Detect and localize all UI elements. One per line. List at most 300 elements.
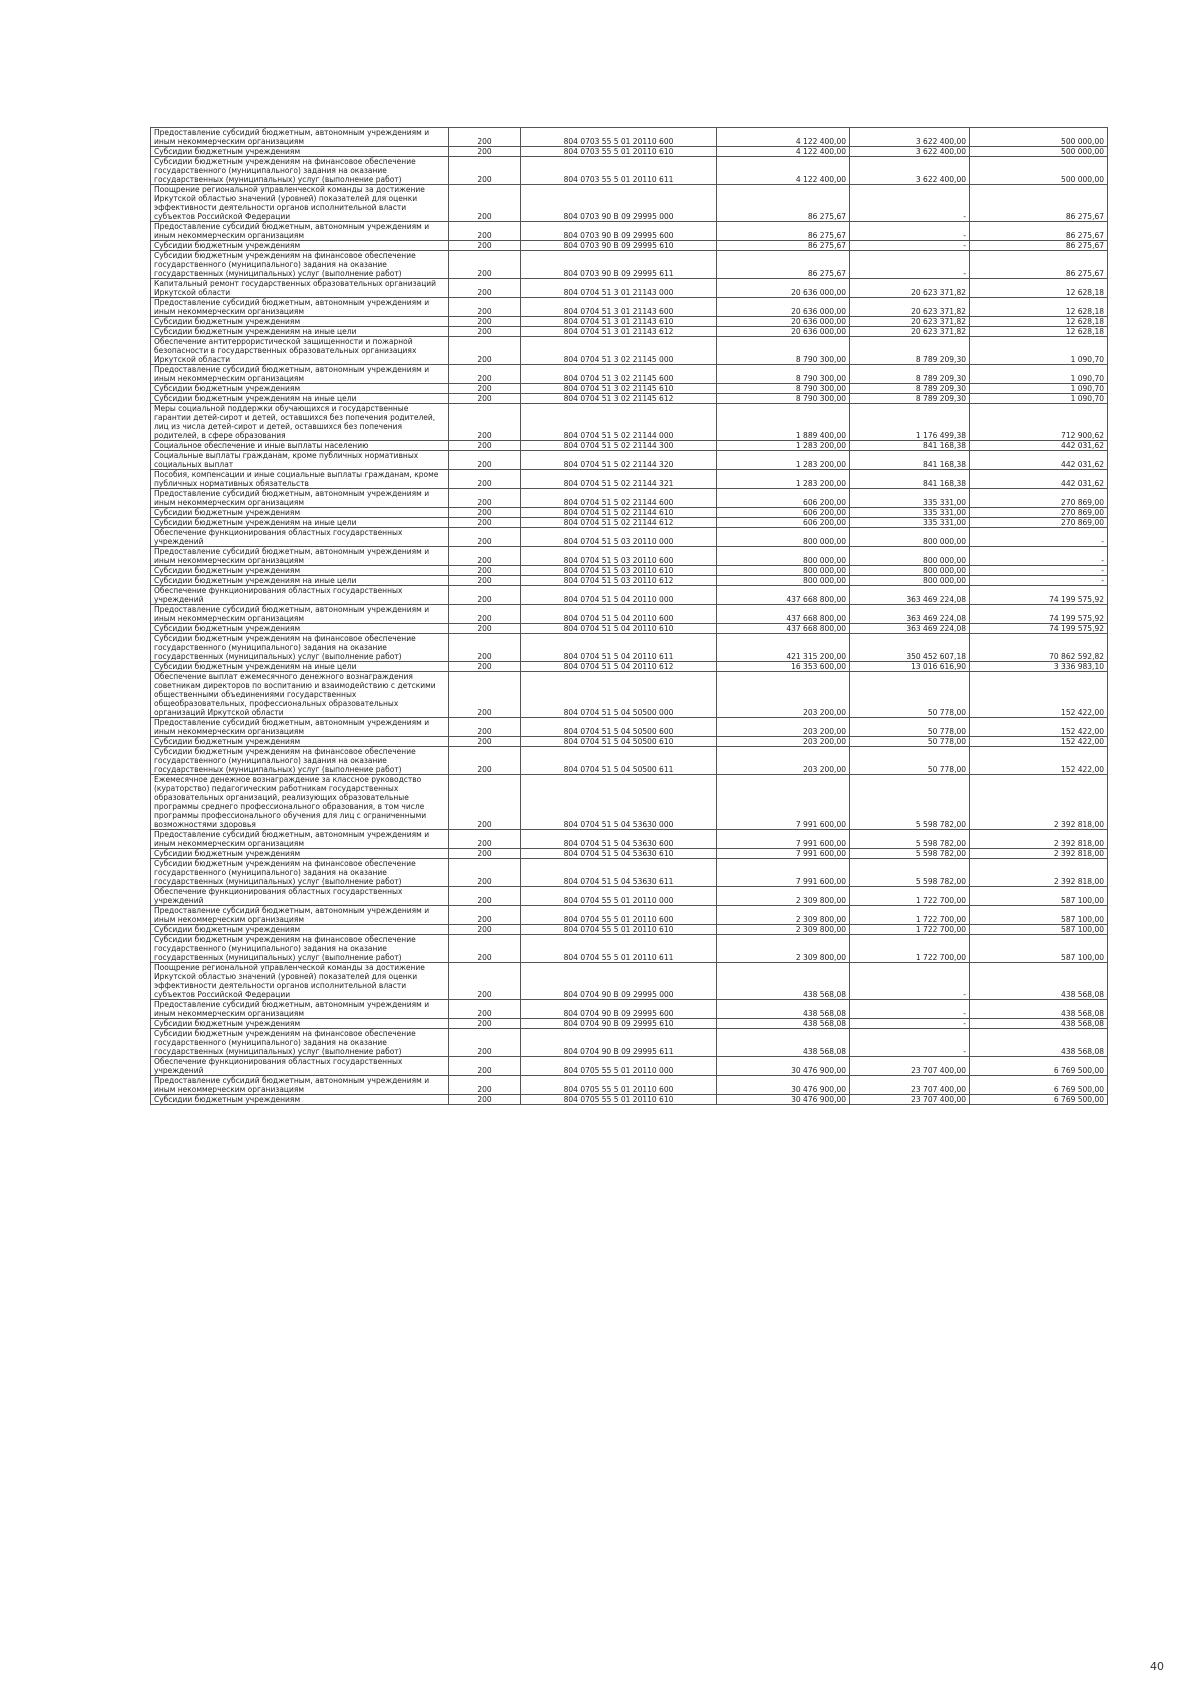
- row-unexecuted-amount: 270 869,00: [970, 508, 1108, 518]
- table-row: [151, 279, 1108, 298]
- table-row: [151, 586, 1108, 605]
- row-budget-code: 804 0704 51 5 04 53630 610: [521, 849, 717, 859]
- row-executed-amount: 1 722 700,00: [850, 887, 970, 906]
- table-row: [151, 859, 1108, 887]
- row-description: Предоставление субсидий бюджетным, автономным учреждениям и иным некоммерческим организациям: [151, 128, 449, 147]
- row-description: Ежемесячное денежное вознаграждение за классное руководство (кураторство) педагогическим работникам государственных образовательных организаций, реализующих образовательные программы среднего профессионального образования, в том числе программы профессионального обучения для лиц с ограниченными возможностями здоровья: [151, 775, 449, 830]
- row-description: Социальное обеспечение и иные выплаты населению: [151, 441, 449, 451]
- row-description: Обеспечение антитеррористической защищенности и пожарной безопасности в государственных образовательных организациях Иркутской области: [151, 337, 449, 365]
- table-row: [151, 508, 1108, 518]
- row-budget-code: 804 0704 55 5 01 20110 600: [521, 906, 717, 925]
- row-description: Субсидии бюджетным учреждениям: [151, 384, 449, 394]
- row-description: Предоставление субсидий бюджетным, автономным учреждениям и иным некоммерческим организациям: [151, 718, 449, 737]
- table-row: [151, 470, 1108, 489]
- row-executed-amount: 50 778,00: [850, 718, 970, 737]
- row-executed-amount: 3 622 400,00: [850, 128, 970, 147]
- row-executed-amount: 800 000,00: [850, 576, 970, 586]
- row-approved-amount: 438 568,08: [717, 963, 850, 1000]
- row-description: Субсидии бюджетным учреждениям на иные цели: [151, 327, 449, 337]
- row-executed-amount: 23 707 400,00: [850, 1057, 970, 1076]
- row-line-code: 200: [449, 1000, 521, 1019]
- row-line-code: 200: [449, 576, 521, 586]
- row-description: Субсидии бюджетным учреждениям: [151, 925, 449, 935]
- row-unexecuted-amount: 270 869,00: [970, 518, 1108, 528]
- row-executed-amount: -: [850, 963, 970, 1000]
- row-unexecuted-amount: -: [970, 566, 1108, 576]
- row-budget-code: 804 0703 55 5 01 20110 610: [521, 147, 717, 157]
- row-description: Субсидии бюджетным учреждениям: [151, 241, 449, 251]
- row-unexecuted-amount: 438 568,08: [970, 963, 1108, 1000]
- row-description: Обеспечение функционирования областных государственных учреждений: [151, 887, 449, 906]
- row-line-code: 200: [449, 737, 521, 747]
- table-row: [151, 634, 1108, 662]
- row-unexecuted-amount: 270 869,00: [970, 489, 1108, 508]
- row-line-code: 200: [449, 317, 521, 327]
- row-description: Обеспечение функционирования областных государственных учреждений: [151, 528, 449, 547]
- row-description: Субсидии бюджетным учреждениям на финансовое обеспечение государственного (муниципального) задания на оказание государственных (муниципальных) услуг (выполнение работ): [151, 634, 449, 662]
- row-budget-code: 804 0704 51 5 04 50500 611: [521, 747, 717, 775]
- row-description: Субсидии бюджетным учреждениям: [151, 849, 449, 859]
- row-line-code: 200: [449, 718, 521, 737]
- row-unexecuted-amount: 500 000,00: [970, 147, 1108, 157]
- row-line-code: 200: [449, 859, 521, 887]
- row-executed-amount: 5 598 782,00: [850, 849, 970, 859]
- row-budget-code: 804 0703 90 В 09 29995 600: [521, 222, 717, 241]
- row-description: Субсидии бюджетным учреждениям на финансовое обеспечение государственного (муниципального) задания на оказание государственных (муниципальных) услуг (выполнение работ): [151, 935, 449, 963]
- row-description: Социальные выплаты гражданам, кроме публичных нормативных социальных выплат: [151, 451, 449, 470]
- table-row: [151, 935, 1108, 963]
- row-line-code: 200: [449, 830, 521, 849]
- table-row: [151, 185, 1108, 222]
- row-budget-code: 804 0704 51 5 04 53630 000: [521, 775, 717, 830]
- row-unexecuted-amount: 587 100,00: [970, 925, 1108, 935]
- row-executed-amount: 800 000,00: [850, 566, 970, 576]
- row-line-code: 200: [449, 662, 521, 672]
- row-description: Субсидии бюджетным учреждениям на финансовое обеспечение государственного (муниципального) задания на оказание государственных (муниципальных) услуг (выполнение работ): [151, 747, 449, 775]
- row-line-code: 200: [449, 1095, 521, 1105]
- row-executed-amount: 8 789 209,30: [850, 394, 970, 404]
- table-row: [151, 327, 1108, 337]
- row-budget-code: 804 0704 51 5 04 50500 000: [521, 672, 717, 718]
- row-line-code: 200: [449, 634, 521, 662]
- row-line-code: 200: [449, 489, 521, 508]
- row-budget-code: 804 0704 51 5 02 21144 320: [521, 451, 717, 470]
- row-executed-amount: 20 623 371,82: [850, 327, 970, 337]
- row-description: Субсидии бюджетным учреждениям на финансовое обеспечение государственного (муниципального) задания на оказание государственных (муниципальных) услуг (выполнение работ): [151, 157, 449, 185]
- row-description: Предоставление субсидий бюджетным, автономным учреждениям и иным некоммерческим организациям: [151, 1000, 449, 1019]
- row-budget-code: 804 0704 90 В 09 29995 611: [521, 1029, 717, 1057]
- row-unexecuted-amount: 712 900,62: [970, 404, 1108, 441]
- row-line-code: 200: [449, 185, 521, 222]
- row-executed-amount: 1 722 700,00: [850, 925, 970, 935]
- row-unexecuted-amount: 12 628,18: [970, 317, 1108, 327]
- row-approved-amount: 4 122 400,00: [717, 128, 850, 147]
- row-budget-code: 804 0704 90 В 09 29995 600: [521, 1000, 717, 1019]
- row-budget-code: 804 0704 51 5 04 20110 000: [521, 586, 717, 605]
- row-description: Субсидии бюджетным учреждениям: [151, 508, 449, 518]
- row-approved-amount: 7 991 600,00: [717, 775, 850, 830]
- row-executed-amount: 8 789 209,30: [850, 365, 970, 384]
- row-approved-amount: 2 309 800,00: [717, 925, 850, 935]
- row-executed-amount: 800 000,00: [850, 547, 970, 566]
- row-line-code: 200: [449, 672, 521, 718]
- row-unexecuted-amount: 74 199 575,92: [970, 624, 1108, 634]
- row-unexecuted-amount: 74 199 575,92: [970, 586, 1108, 605]
- row-unexecuted-amount: 86 275,67: [970, 222, 1108, 241]
- row-description: Капитальный ремонт государственных образовательных организаций Иркутской области: [151, 279, 449, 298]
- row-budget-code: 804 0704 51 5 04 20110 611: [521, 634, 717, 662]
- table-row: [151, 906, 1108, 925]
- row-description: Субсидии бюджетным учреждениям на иные цели: [151, 394, 449, 404]
- row-unexecuted-amount: 3 336 983,10: [970, 662, 1108, 672]
- row-unexecuted-amount: -: [970, 528, 1108, 547]
- row-line-code: 200: [449, 518, 521, 528]
- row-description: Субсидии бюджетным учреждениям: [151, 317, 449, 327]
- row-approved-amount: 7 991 600,00: [717, 859, 850, 887]
- row-budget-code: 804 0703 90 В 09 29995 000: [521, 185, 717, 222]
- row-description: Предоставление субсидий бюджетным, автономным учреждениям и иным некоммерческим организациям: [151, 1076, 449, 1095]
- row-budget-code: 804 0704 51 5 04 53630 611: [521, 859, 717, 887]
- row-description: Обеспечение функционирования областных государственных учреждений: [151, 586, 449, 605]
- row-description: Предоставление субсидий бюджетным, автономным учреждениям и иным некоммерческим организациям: [151, 605, 449, 624]
- row-executed-amount: 13 016 616,90: [850, 662, 970, 672]
- row-executed-amount: 8 789 209,30: [850, 337, 970, 365]
- row-executed-amount: 23 707 400,00: [850, 1095, 970, 1105]
- row-unexecuted-amount: 587 100,00: [970, 935, 1108, 963]
- row-executed-amount: 23 707 400,00: [850, 1076, 970, 1095]
- row-line-code: 200: [449, 849, 521, 859]
- table-row: [151, 830, 1108, 849]
- row-line-code: 200: [449, 147, 521, 157]
- row-executed-amount: -: [850, 185, 970, 222]
- row-line-code: 200: [449, 128, 521, 147]
- row-budget-code: 804 0704 55 5 01 20110 610: [521, 925, 717, 935]
- row-approved-amount: 606 200,00: [717, 508, 850, 518]
- row-unexecuted-amount: 6 769 500,00: [970, 1095, 1108, 1105]
- row-executed-amount: 335 331,00: [850, 518, 970, 528]
- row-line-code: 200: [449, 157, 521, 185]
- row-budget-code: 804 0704 51 5 02 21144 000: [521, 404, 717, 441]
- row-unexecuted-amount: 12 628,18: [970, 279, 1108, 298]
- row-budget-code: 804 0704 90 В 09 29995 610: [521, 1019, 717, 1029]
- row-approved-amount: 2 309 800,00: [717, 906, 850, 925]
- row-budget-code: 804 0704 51 3 02 21145 610: [521, 384, 717, 394]
- table-row: [151, 718, 1108, 737]
- row-unexecuted-amount: 1 090,70: [970, 365, 1108, 384]
- row-line-code: 200: [449, 337, 521, 365]
- table-row: [151, 528, 1108, 547]
- row-approved-amount: 20 636 000,00: [717, 317, 850, 327]
- row-approved-amount: 20 636 000,00: [717, 298, 850, 317]
- row-unexecuted-amount: 442 031,62: [970, 470, 1108, 489]
- row-approved-amount: 437 668 800,00: [717, 586, 850, 605]
- row-line-code: 200: [449, 298, 521, 317]
- row-approved-amount: 606 200,00: [717, 489, 850, 508]
- row-budget-code: 804 0704 55 5 01 20110 000: [521, 887, 717, 906]
- row-approved-amount: 7 991 600,00: [717, 849, 850, 859]
- row-budget-code: 804 0704 51 5 02 21144 612: [521, 518, 717, 528]
- row-line-code: 200: [449, 279, 521, 298]
- row-approved-amount: 800 000,00: [717, 566, 850, 576]
- row-executed-amount: 3 622 400,00: [850, 147, 970, 157]
- table-row: [151, 518, 1108, 528]
- row-approved-amount: 86 275,67: [717, 222, 850, 241]
- row-approved-amount: 8 790 300,00: [717, 337, 850, 365]
- row-executed-amount: 5 598 782,00: [850, 859, 970, 887]
- row-unexecuted-amount: -: [970, 576, 1108, 586]
- table-row: [151, 1076, 1108, 1095]
- row-unexecuted-amount: 587 100,00: [970, 906, 1108, 925]
- row-line-code: 200: [449, 384, 521, 394]
- row-executed-amount: -: [850, 1000, 970, 1019]
- row-line-code: 200: [449, 887, 521, 906]
- row-description: Обеспечение выплат ежемесячного денежного вознаграждения советникам директоров по воспитанию и взаимодействию с детскими общественными объединениями государственных общеобразовательных, профессиональных образовательных организаций Иркутской области: [151, 672, 449, 718]
- row-executed-amount: 5 598 782,00: [850, 775, 970, 830]
- table-row: [151, 547, 1108, 566]
- row-description: Субсидии бюджетным учреждениям: [151, 566, 449, 576]
- row-approved-amount: 2 309 800,00: [717, 935, 850, 963]
- row-unexecuted-amount: 12 628,18: [970, 298, 1108, 317]
- row-line-code: 200: [449, 327, 521, 337]
- row-budget-code: 804 0705 55 5 01 20110 000: [521, 1057, 717, 1076]
- row-approved-amount: 30 476 900,00: [717, 1057, 850, 1076]
- row-approved-amount: 4 122 400,00: [717, 147, 850, 157]
- row-approved-amount: 1 283 200,00: [717, 451, 850, 470]
- row-executed-amount: 800 000,00: [850, 528, 970, 547]
- table-row: [151, 157, 1108, 185]
- row-line-code: 200: [449, 624, 521, 634]
- row-unexecuted-amount: 152 422,00: [970, 747, 1108, 775]
- row-description: Предоставление субсидий бюджетным, автономным учреждениям и иным некоммерческим организациям: [151, 906, 449, 925]
- row-executed-amount: 20 623 371,82: [850, 298, 970, 317]
- row-description: Пособия, компенсации и иные социальные выплаты гражданам, кроме публичных нормативных обязательств: [151, 470, 449, 489]
- row-line-code: 200: [449, 1076, 521, 1095]
- table-row: [151, 147, 1108, 157]
- row-executed-amount: 841 168,38: [850, 470, 970, 489]
- table-row: [151, 576, 1108, 586]
- row-executed-amount: 350 452 607,18: [850, 634, 970, 662]
- table-row: [151, 1029, 1108, 1057]
- table-row: [151, 241, 1108, 251]
- row-budget-code: 804 0704 51 5 04 20110 610: [521, 624, 717, 634]
- row-budget-code: 804 0704 51 3 02 21145 600: [521, 365, 717, 384]
- row-line-code: 200: [449, 508, 521, 518]
- row-executed-amount: 8 789 209,30: [850, 384, 970, 394]
- row-description: Предоставление субсидий бюджетным, автономным учреждениям и иным некоммерческим организациям: [151, 222, 449, 241]
- table-row: [151, 489, 1108, 508]
- row-executed-amount: 20 623 371,82: [850, 279, 970, 298]
- row-approved-amount: 1 283 200,00: [717, 441, 850, 451]
- row-approved-amount: 86 275,67: [717, 251, 850, 279]
- row-line-code: 200: [449, 1019, 521, 1029]
- row-unexecuted-amount: 442 031,62: [970, 451, 1108, 470]
- row-budget-code: 804 0704 51 5 02 21144 610: [521, 508, 717, 518]
- row-budget-code: 804 0704 51 3 01 21143 000: [521, 279, 717, 298]
- table-row: [151, 404, 1108, 441]
- row-approved-amount: 4 122 400,00: [717, 157, 850, 185]
- row-approved-amount: 203 200,00: [717, 672, 850, 718]
- row-unexecuted-amount: 500 000,00: [970, 128, 1108, 147]
- row-budget-code: 804 0704 51 3 01 21143 600: [521, 298, 717, 317]
- row-approved-amount: 20 636 000,00: [717, 327, 850, 337]
- row-line-code: 200: [449, 365, 521, 384]
- row-description: Субсидии бюджетным учреждениям: [151, 1095, 449, 1105]
- row-budget-code: 804 0704 55 5 01 20110 611: [521, 935, 717, 963]
- table-row: [151, 317, 1108, 327]
- row-description: Предоставление субсидий бюджетным, автономным учреждениям и иным некоммерческим организациям: [151, 489, 449, 508]
- row-approved-amount: 30 476 900,00: [717, 1095, 850, 1105]
- row-unexecuted-amount: 152 422,00: [970, 718, 1108, 737]
- row-budget-code: 804 0703 55 5 01 20110 600: [521, 128, 717, 147]
- row-budget-code: 804 0704 51 3 01 21143 610: [521, 317, 717, 327]
- row-executed-amount: 335 331,00: [850, 489, 970, 508]
- row-line-code: 200: [449, 394, 521, 404]
- row-unexecuted-amount: 1 090,70: [970, 384, 1108, 394]
- row-budget-code: 804 0704 51 3 01 21143 612: [521, 327, 717, 337]
- row-budget-code: 804 0704 51 3 02 21145 612: [521, 394, 717, 404]
- row-unexecuted-amount: 2 392 818,00: [970, 859, 1108, 887]
- row-budget-code: 804 0703 55 5 01 20110 611: [521, 157, 717, 185]
- table-row: [151, 566, 1108, 576]
- row-unexecuted-amount: 438 568,08: [970, 1029, 1108, 1057]
- row-description: Предоставление субсидий бюджетным, автономным учреждениям и иным некоммерческим организациям: [151, 547, 449, 566]
- row-approved-amount: 437 668 800,00: [717, 624, 850, 634]
- row-approved-amount: 438 568,08: [717, 1019, 850, 1029]
- table-row: [151, 1019, 1108, 1029]
- row-approved-amount: 7 991 600,00: [717, 830, 850, 849]
- row-unexecuted-amount: 86 275,67: [970, 251, 1108, 279]
- table-row: [151, 887, 1108, 906]
- table-row: [151, 1000, 1108, 1019]
- row-line-code: 200: [449, 605, 521, 624]
- row-executed-amount: 50 778,00: [850, 747, 970, 775]
- table-row: [151, 384, 1108, 394]
- row-unexecuted-amount: 587 100,00: [970, 887, 1108, 906]
- table-row: [151, 128, 1108, 147]
- row-description: Поощрение региональной управленческой команды за достижение Иркутской областью значений (уровней) показателей для оценки эффективности деятельности органов исполнительной власти субъектов Российской Федерации: [151, 963, 449, 1000]
- row-description: Поощрение региональной управленческой команды за достижение Иркутской областью значений (уровней) показателей для оценки эффективности деятельности органов исполнительной власти субъектов Российской Федерации: [151, 185, 449, 222]
- row-unexecuted-amount: 442 031,62: [970, 441, 1108, 451]
- row-executed-amount: 335 331,00: [850, 508, 970, 518]
- row-unexecuted-amount: 6 769 500,00: [970, 1076, 1108, 1095]
- budget-execution-table: [150, 127, 1108, 1105]
- row-line-code: 200: [449, 775, 521, 830]
- row-unexecuted-amount: 500 000,00: [970, 157, 1108, 185]
- row-description: Субсидии бюджетным учреждениям: [151, 737, 449, 747]
- table-row: [151, 605, 1108, 624]
- row-approved-amount: 8 790 300,00: [717, 394, 850, 404]
- row-unexecuted-amount: 12 628,18: [970, 327, 1108, 337]
- row-approved-amount: 437 668 800,00: [717, 605, 850, 624]
- table-row: [151, 337, 1108, 365]
- row-budget-code: 804 0704 51 5 02 21144 321: [521, 470, 717, 489]
- row-budget-code: 804 0704 51 5 03 20110 610: [521, 566, 717, 576]
- page-number: 40: [1150, 1660, 1164, 1673]
- row-description: Субсидии бюджетным учреждениям: [151, 147, 449, 157]
- row-line-code: 200: [449, 222, 521, 241]
- row-line-code: 200: [449, 470, 521, 489]
- table-row: [151, 1057, 1108, 1076]
- row-approved-amount: 438 568,08: [717, 1029, 850, 1057]
- row-approved-amount: 2 309 800,00: [717, 887, 850, 906]
- row-line-code: 200: [449, 547, 521, 566]
- row-line-code: 200: [449, 241, 521, 251]
- row-unexecuted-amount: 74 199 575,92: [970, 605, 1108, 624]
- row-approved-amount: 438 568,08: [717, 1000, 850, 1019]
- row-executed-amount: 1 176 499,38: [850, 404, 970, 441]
- row-unexecuted-amount: 6 769 500,00: [970, 1057, 1108, 1076]
- row-line-code: 200: [449, 925, 521, 935]
- row-unexecuted-amount: 152 422,00: [970, 737, 1108, 747]
- row-approved-amount: 203 200,00: [717, 747, 850, 775]
- row-line-code: 200: [449, 1029, 521, 1057]
- row-approved-amount: 800 000,00: [717, 576, 850, 586]
- row-approved-amount: 606 200,00: [717, 518, 850, 528]
- table-row: [151, 441, 1108, 451]
- table-row: [151, 298, 1108, 317]
- row-budget-code: 804 0703 90 В 09 29995 610: [521, 241, 717, 251]
- row-budget-code: 804 0704 51 5 03 20110 000: [521, 528, 717, 547]
- row-executed-amount: -: [850, 1019, 970, 1029]
- row-description: Субсидии бюджетным учреждениям на иные цели: [151, 662, 449, 672]
- row-description: Субсидии бюджетным учреждениям: [151, 624, 449, 634]
- row-executed-amount: 363 469 224,08: [850, 624, 970, 634]
- row-executed-amount: 841 168,38: [850, 441, 970, 451]
- row-executed-amount: -: [850, 241, 970, 251]
- row-budget-code: 804 0704 51 5 03 20110 600: [521, 547, 717, 566]
- row-unexecuted-amount: 438 568,08: [970, 1019, 1108, 1029]
- row-executed-amount: 20 623 371,82: [850, 317, 970, 327]
- table-row: [151, 251, 1108, 279]
- table-row: [151, 222, 1108, 241]
- row-line-code: 200: [449, 963, 521, 1000]
- row-budget-code: 804 0704 90 В 09 29995 000: [521, 963, 717, 1000]
- row-budget-code: 804 0704 51 5 04 53630 600: [521, 830, 717, 849]
- row-description: Предоставление субсидий бюджетным, автономным учреждениям и иным некоммерческим организациям: [151, 830, 449, 849]
- row-unexecuted-amount: 438 568,08: [970, 1000, 1108, 1019]
- row-unexecuted-amount: -: [970, 547, 1108, 566]
- table-row: [151, 925, 1108, 935]
- row-budget-code: 804 0704 51 5 04 20110 600: [521, 605, 717, 624]
- table-row: [151, 747, 1108, 775]
- row-budget-code: 804 0703 90 В 09 29995 611: [521, 251, 717, 279]
- row-budget-code: 804 0704 51 3 02 21145 000: [521, 337, 717, 365]
- row-unexecuted-amount: 1 090,70: [970, 337, 1108, 365]
- row-approved-amount: 800 000,00: [717, 547, 850, 566]
- row-line-code: 200: [449, 451, 521, 470]
- row-approved-amount: 8 790 300,00: [717, 384, 850, 394]
- row-description: Субсидии бюджетным учреждениям на иные цели: [151, 576, 449, 586]
- table-row: [151, 1095, 1108, 1105]
- row-description: Обеспечение функционирования областных государственных учреждений: [151, 1057, 449, 1076]
- row-description: Субсидии бюджетным учреждениям на финансовое обеспечение государственного (муниципального) задания на оказание государственных (муниципальных) услуг (выполнение работ): [151, 251, 449, 279]
- table-row: [151, 737, 1108, 747]
- row-unexecuted-amount: 70 862 592,82: [970, 634, 1108, 662]
- row-line-code: 200: [449, 566, 521, 576]
- row-budget-code: 804 0704 51 5 04 50500 610: [521, 737, 717, 747]
- row-executed-amount: 50 778,00: [850, 672, 970, 718]
- row-executed-amount: 1 722 700,00: [850, 906, 970, 925]
- row-unexecuted-amount: 86 275,67: [970, 185, 1108, 222]
- row-line-code: 200: [449, 441, 521, 451]
- row-description: Субсидии бюджетным учреждениям на финансовое обеспечение государственного (муниципального) задания на оказание государственных (муниципальных) услуг (выполнение работ): [151, 859, 449, 887]
- row-approved-amount: 20 636 000,00: [717, 279, 850, 298]
- table-row: [151, 963, 1108, 1000]
- row-description: Субсидии бюджетным учреждениям на иные цели: [151, 518, 449, 528]
- row-approved-amount: 16 353 600,00: [717, 662, 850, 672]
- row-line-code: 200: [449, 747, 521, 775]
- row-budget-code: 804 0704 51 5 04 50500 600: [521, 718, 717, 737]
